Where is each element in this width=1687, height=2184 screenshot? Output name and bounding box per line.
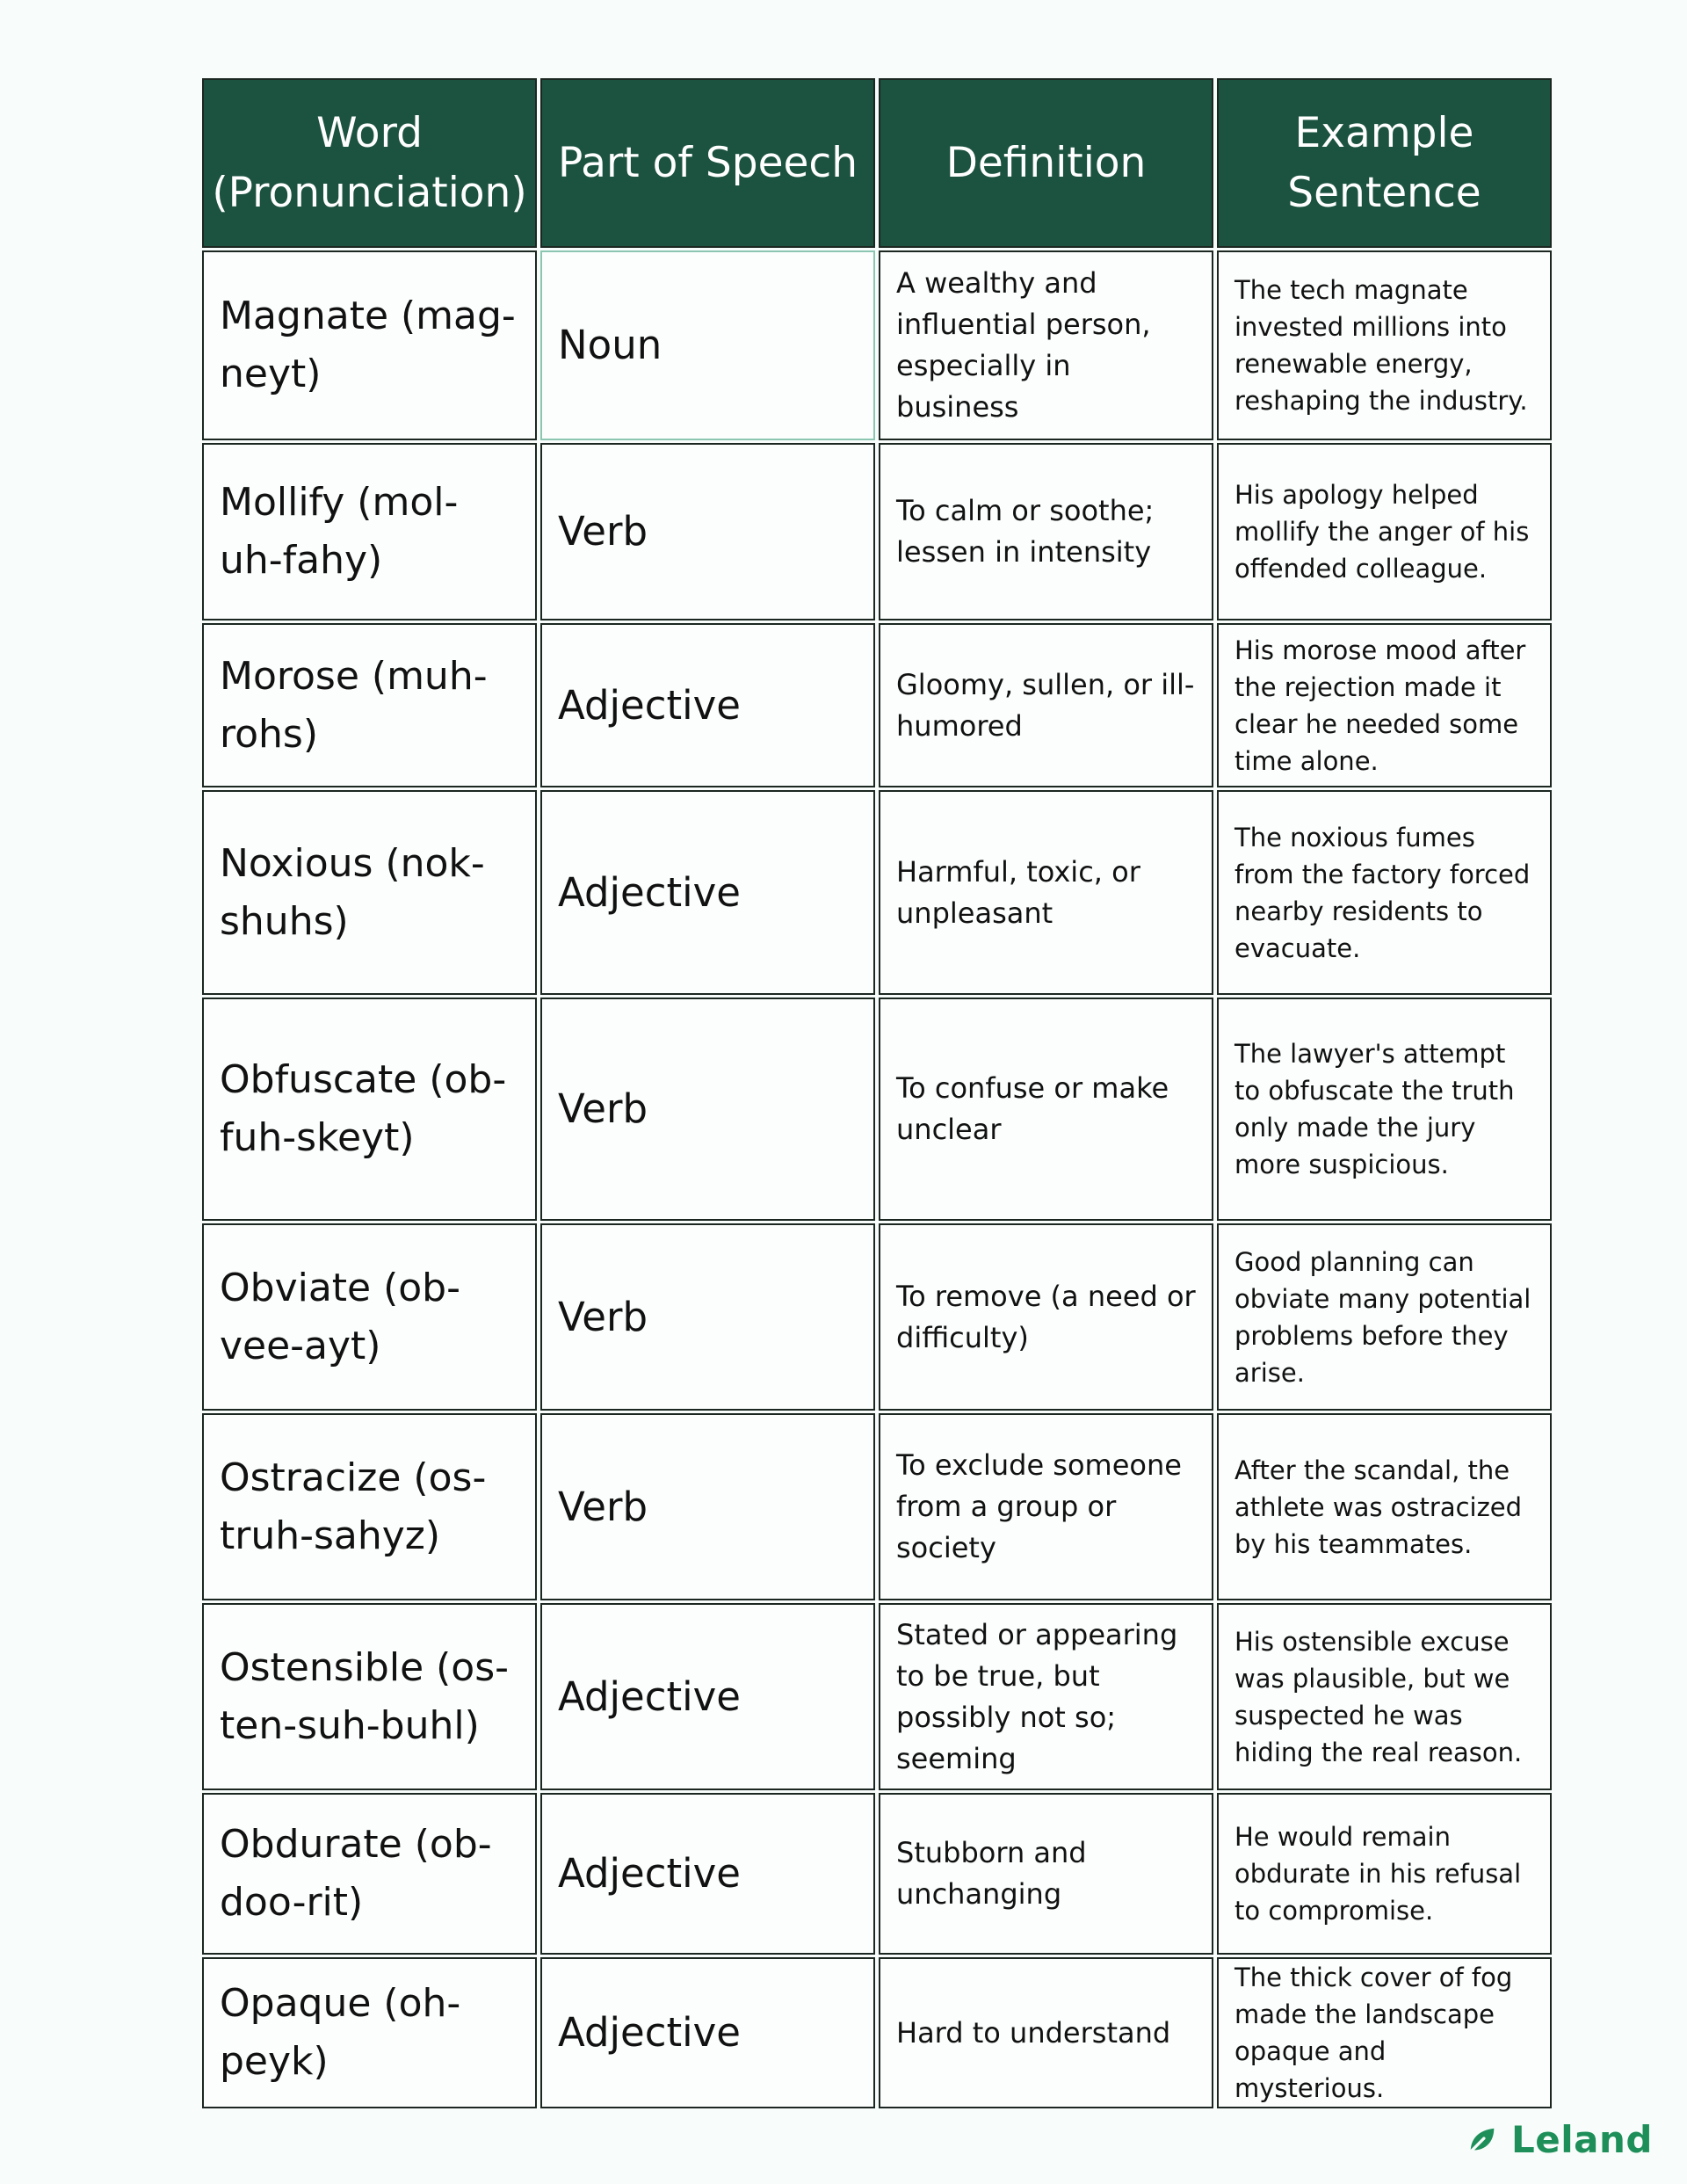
pos-cell: Verb [540, 1413, 875, 1600]
example-cell: The thick cover of fog made the landscape opaque and mysterious. [1217, 1957, 1552, 2108]
header-definition [879, 78, 1213, 248]
definition-cell: Gloomy, sullen, or ill-humored [879, 623, 1213, 787]
definition-cell: To confuse or make unclear [879, 998, 1213, 1221]
logo-wordmark: Leland [1511, 2118, 1653, 2161]
word-cell: Magnate (mag-neyt) [202, 250, 537, 440]
pos-cell: Verb [540, 443, 875, 620]
vocabulary-table [202, 78, 1553, 2111]
header-word [202, 78, 537, 248]
definition-cell: Stubborn and unchanging [879, 1793, 1213, 1955]
example-cell: He would remain obdurate in his refusal to compromise. [1217, 1793, 1552, 1955]
word-cell: Noxious (nok-shuhs) [202, 790, 537, 995]
example-cell: Good planning can obviate many potential problems before they arise. [1217, 1223, 1552, 1411]
definition-cell: Stated or appearing to be true, but possibly not so; seeming [879, 1603, 1213, 1790]
header-word-label: Word (Pronunciation) [212, 108, 527, 217]
leland-logo [1466, 2118, 1653, 2161]
example-cell: His morose mood after the rejection made it clear he needed some time alone. [1217, 623, 1552, 787]
word-cell: Ostracize (os-truh-sahyz) [202, 1413, 537, 1600]
example-cell: After the scandal, the athlete was ostracized by his teammates. [1217, 1413, 1552, 1600]
header-pos-label: Part of Speech [557, 138, 858, 187]
word-cell: Obviate (ob-vee-ayt) [202, 1223, 537, 1411]
example-cell: His ostensible excuse was plausible, but we suspected he was hiding the real reason. [1217, 1603, 1552, 1790]
pos-cell: Adjective [540, 623, 875, 787]
pos-cell: Adjective [540, 1957, 875, 2108]
leaf-icon [1466, 2123, 1499, 2157]
pos-cell: Adjective [540, 1793, 875, 1955]
example-cell: His apology helped mollify the anger of his offended colleague. [1217, 443, 1552, 620]
pos-cell: Adjective [540, 1603, 875, 1790]
definition-cell: Hard to understand [879, 1957, 1213, 2108]
pos-cell: Verb [540, 1223, 875, 1411]
word-cell: Obfuscate (ob-fuh-skeyt) [202, 998, 537, 1221]
header-example-sentence [1217, 78, 1552, 248]
pos-cell: Verb [540, 998, 875, 1221]
example-cell: The noxious fumes from the factory forced nearby residents to evacuate. [1217, 790, 1552, 995]
header-definition-label: Definition [945, 138, 1147, 187]
definition-cell: Harmful, toxic, or unpleasant [879, 790, 1213, 995]
header-part-of-speech [540, 78, 875, 248]
definition-cell: To remove (a need or difficulty) [879, 1223, 1213, 1411]
word-cell: Obdurate (ob-doo-rit) [202, 1793, 537, 1955]
word-cell: Mollify (mol-uh-fahy) [202, 443, 537, 620]
definition-cell: To calm or soothe; lessen in intensity [879, 443, 1213, 620]
definition-cell: A wealthy and influential person, especially in business [879, 250, 1213, 440]
header-example-label: Example Sentence [1287, 108, 1481, 217]
pos-cell: Adjective [540, 790, 875, 995]
word-cell: Ostensible (os-ten-suh-buhl) [202, 1603, 537, 1790]
example-cell: The lawyer's attempt to obfuscate the truth only made the jury more suspicious. [1217, 998, 1552, 1221]
word-cell: Morose (muh-rohs) [202, 623, 537, 787]
word-cell: Opaque (oh-peyk) [202, 1957, 537, 2108]
definition-cell: To exclude someone from a group or society [879, 1413, 1213, 1600]
pos-cell: Noun [540, 250, 875, 440]
example-cell: The tech magnate invested millions into renewable energy, reshaping the industry. [1217, 250, 1552, 440]
